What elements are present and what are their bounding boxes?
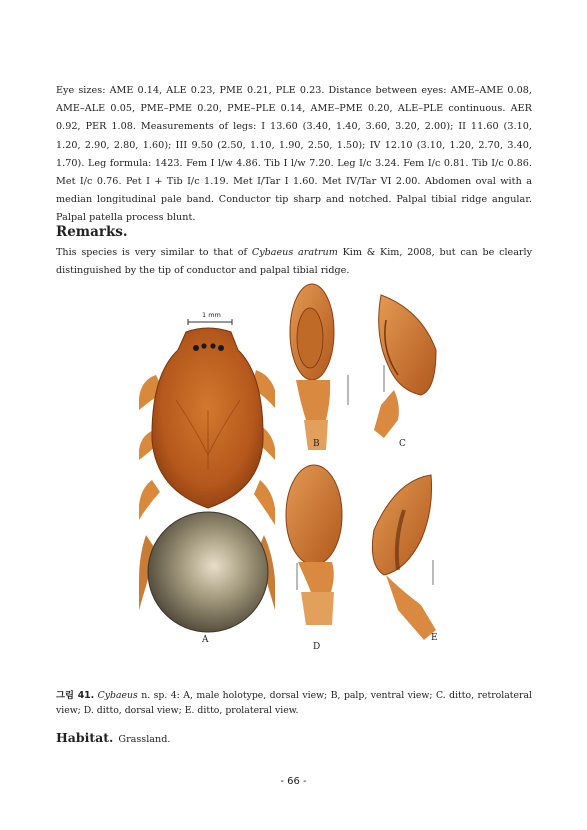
habitat-label: Habitat. [56,730,114,745]
panel-e-palp-prolateral [372,475,436,640]
habitat-line [56,730,170,745]
panel-c-palp-retrolateral [374,295,436,438]
panel-label-b: B [313,439,320,449]
specimen-figure [136,280,446,660]
panel-label-d: D [313,642,321,652]
remarks-heading: Remarks. [56,224,128,240]
description-paragraph: Eye sizes: AME 0.14, ALE 0.23, PME 0.21, PLE 0.23. Distance between eyes: AME–AME 0.08, AME–ALE 0.05, PME–PME 0.20, PME–PLE 0.14, AME–PME 0.20, ALE–PLE continuous. AER 0.92, PER 1.08. Measurements of legs: I 13.60 (3.40, 1.40, 3.60, 3.20, 2.00); II 11.60 (3.10, 1.20, 2.90, 2.80, 1.60); III 9.50 (2.50, 1.10, 1.90, 2.50, 1.50); IV 12.10 (3.10, 1.20, 2.70, 3.40, 1.70). Leg formula: 1423. Fem I l/w 4.86. Tib I l/w 7.20. Leg I/c 3.24. Fem I/c 0.81. Tib I/c 0.86. Met I/c 0.76. Pet I + Tib I/c 1.19. Met I/Tar I 1.60. Met IV/Tar VI 2.00. Abdomen oval with a median longitudinal pale band. Conductor tip sharp and notched. Palpal tibial ridge angular. Palpal patella process blunt. [56,85,532,224]
species-name: Cybaeus aratrum [251,247,338,258]
specimen-photos [136,280,446,660]
remarks-text [56,244,532,280]
page-number: - 66 - [280,776,307,787]
habitat-value: Grassland. [118,734,171,745]
figure-caption [56,688,532,718]
caption-label: 그림 41. [56,690,95,701]
panel-label-c: C [399,439,406,449]
panel-d-palp-dorsal [286,465,342,625]
panel-b-palp-ventral [290,284,348,450]
panel-label-a: A [202,635,209,645]
panel-label-e: E [431,633,438,643]
caption-genus: Cybaeus [97,690,138,701]
caption-rest: n. sp. 4: A, male holotype, dorsal view; B, palp, ventral view; C. ditto, retrolateral view; D. ditto, dorsal view; E. ditto, prolateral view. [56,690,532,716]
scale-bar-label: 1 mm [202,311,221,319]
remarks-text-after: Kim & Kim, 2008, but can be clearly distinguished by the tip of conductor and palpal tibial ridge. [56,247,532,276]
remarks-text-before: This species is very similar to that of [56,247,252,258]
panel-a-habitus [139,319,275,634]
